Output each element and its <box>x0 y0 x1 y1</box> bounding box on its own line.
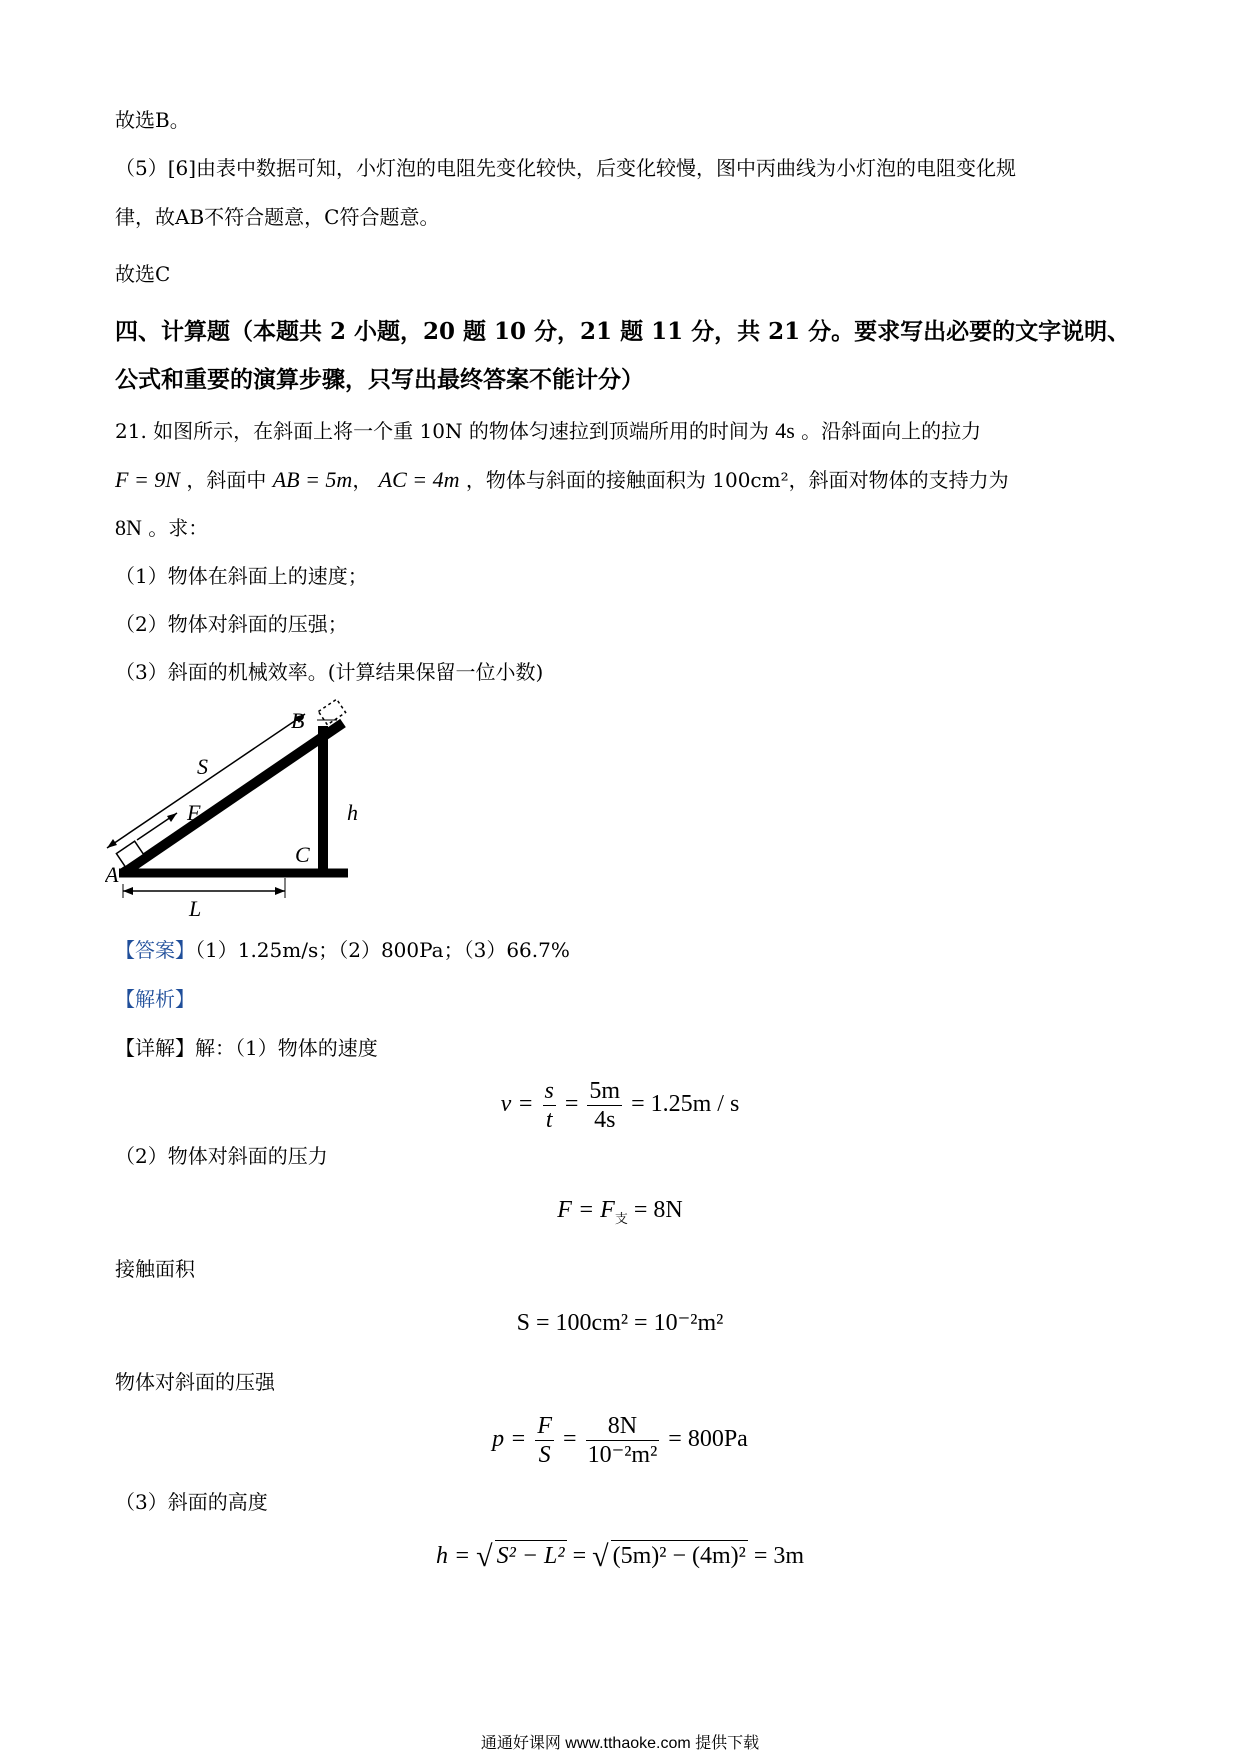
question-text: ，斜面中 <box>186 468 267 492</box>
sub-question-1: （1）物体在斜面上的速度； <box>115 564 368 588</box>
force-value: F = 9N <box>115 467 180 492</box>
text-line: 物体对斜面的压强 <box>115 1370 275 1394</box>
question-text: 。求： <box>148 516 209 540</box>
label-b: B <box>291 708 305 733</box>
inclined-plane-figure <box>105 698 375 918</box>
pressure-equation: p = $\frac{F}{S}$ = $\frac{8N}{\text{10⁻²m²}}$ = 800Pa <box>492 1413 748 1468</box>
l-arrowhead <box>275 887 285 895</box>
answer-text: （1）1.25m/s；（2）800Pa；（3）66.7% <box>195 938 570 962</box>
question-text: 。沿斜面向上的拉力 <box>801 419 982 443</box>
question-21-cont: F = 9N ，斜面中 AB = 5m， AC = 4m ，物体与斜面的接触面积为 100cm²，斜面对物体的支持力为 <box>115 467 1009 492</box>
text-line: 接触面积 <box>115 1257 195 1281</box>
text-line: 律，故AB不符合题意，C符合题意。 <box>115 205 440 229</box>
label-l: L <box>189 896 202 918</box>
ac-value: AC = 4m <box>378 467 460 492</box>
answer-line <box>115 936 570 964</box>
text-line: （3）斜面的高度 <box>115 1490 268 1514</box>
detail-tag: 【详解】 <box>115 1036 195 1060</box>
label-f: F <box>187 800 201 825</box>
label-s: S <box>197 754 208 779</box>
answer-tag: 【答案】 <box>115 938 195 962</box>
question-text: 21. 如图所示，在斜面上将一个重 10N 的物体匀速拉到顶端所用的时间为 <box>115 419 769 443</box>
sub-question-2: （2）物体对斜面的压强； <box>115 612 348 636</box>
text-line: 故选C <box>115 262 171 286</box>
label-h: h <box>347 800 358 825</box>
text-line: （5）[6]由表中数据可知，小灯泡的电阻先变化较快，后变化较慢，图中丙曲线为小灯泡的电阻变化规 <box>115 156 1017 180</box>
section-title-cont: 公式和重要的演算步骤，只写出最终答案不能计分） <box>115 366 644 393</box>
s-dimension <box>107 714 305 848</box>
fraction: $\frac{F}{S}$ <box>537 1413 553 1468</box>
time-value: 4s <box>775 418 795 443</box>
ab-value: AB = 5m <box>272 467 353 492</box>
detail-text: 解：（1）物体的速度 <box>195 1036 378 1060</box>
label-a: A <box>105 862 119 887</box>
sub-question-3: （3）斜面的机械效率。(计算结果保留一位小数) <box>115 660 544 684</box>
force-arrowhead <box>167 813 177 822</box>
area-equation: S = 100cm² = 10⁻²m² <box>516 1310 724 1336</box>
velocity-equation: v = $\frac{s}{t}$ = $\frac{5m}{4s}$ = 1.25m / s <box>500 1078 740 1133</box>
label-c: C <box>295 842 310 867</box>
section-title: 四、计算题（本题共 2 小题，20 题 10 分，21 题 11 分，共 21 分。要求写出必要的文字说明、 <box>115 318 1131 345</box>
l-arrowhead <box>123 887 133 895</box>
slope-line <box>123 723 343 873</box>
height-equation: h = √ S² − L² = √ (5m)² − (4m)² = 3m <box>435 1540 805 1573</box>
question-text: ，物体与斜面的接触面积为 100cm²，斜面对物体的支持力为 <box>465 468 1009 492</box>
footer: 通通好课网 www.tthaoke.com 提供下载 <box>480 1735 760 1752</box>
question-21-cont <box>115 514 208 542</box>
text-line: （2）物体对斜面的压力 <box>115 1144 328 1168</box>
support-force-value: 8N <box>115 515 142 540</box>
fraction: $\frac{5m}{4s}$ <box>589 1078 621 1133</box>
fraction: $\frac{s}{t}$ <box>544 1078 554 1133</box>
analysis-tag: 【解析】 <box>115 987 195 1011</box>
question-21 <box>115 417 981 445</box>
force-equation: $F = F_支 = 8N$ <box>557 1197 683 1226</box>
fraction: $\frac{8N}{\text{10⁻²m²}}$ <box>587 1413 658 1468</box>
s-arrowhead <box>107 839 117 848</box>
detail-line <box>115 1034 378 1062</box>
text-line: 故选B。 <box>115 108 190 132</box>
